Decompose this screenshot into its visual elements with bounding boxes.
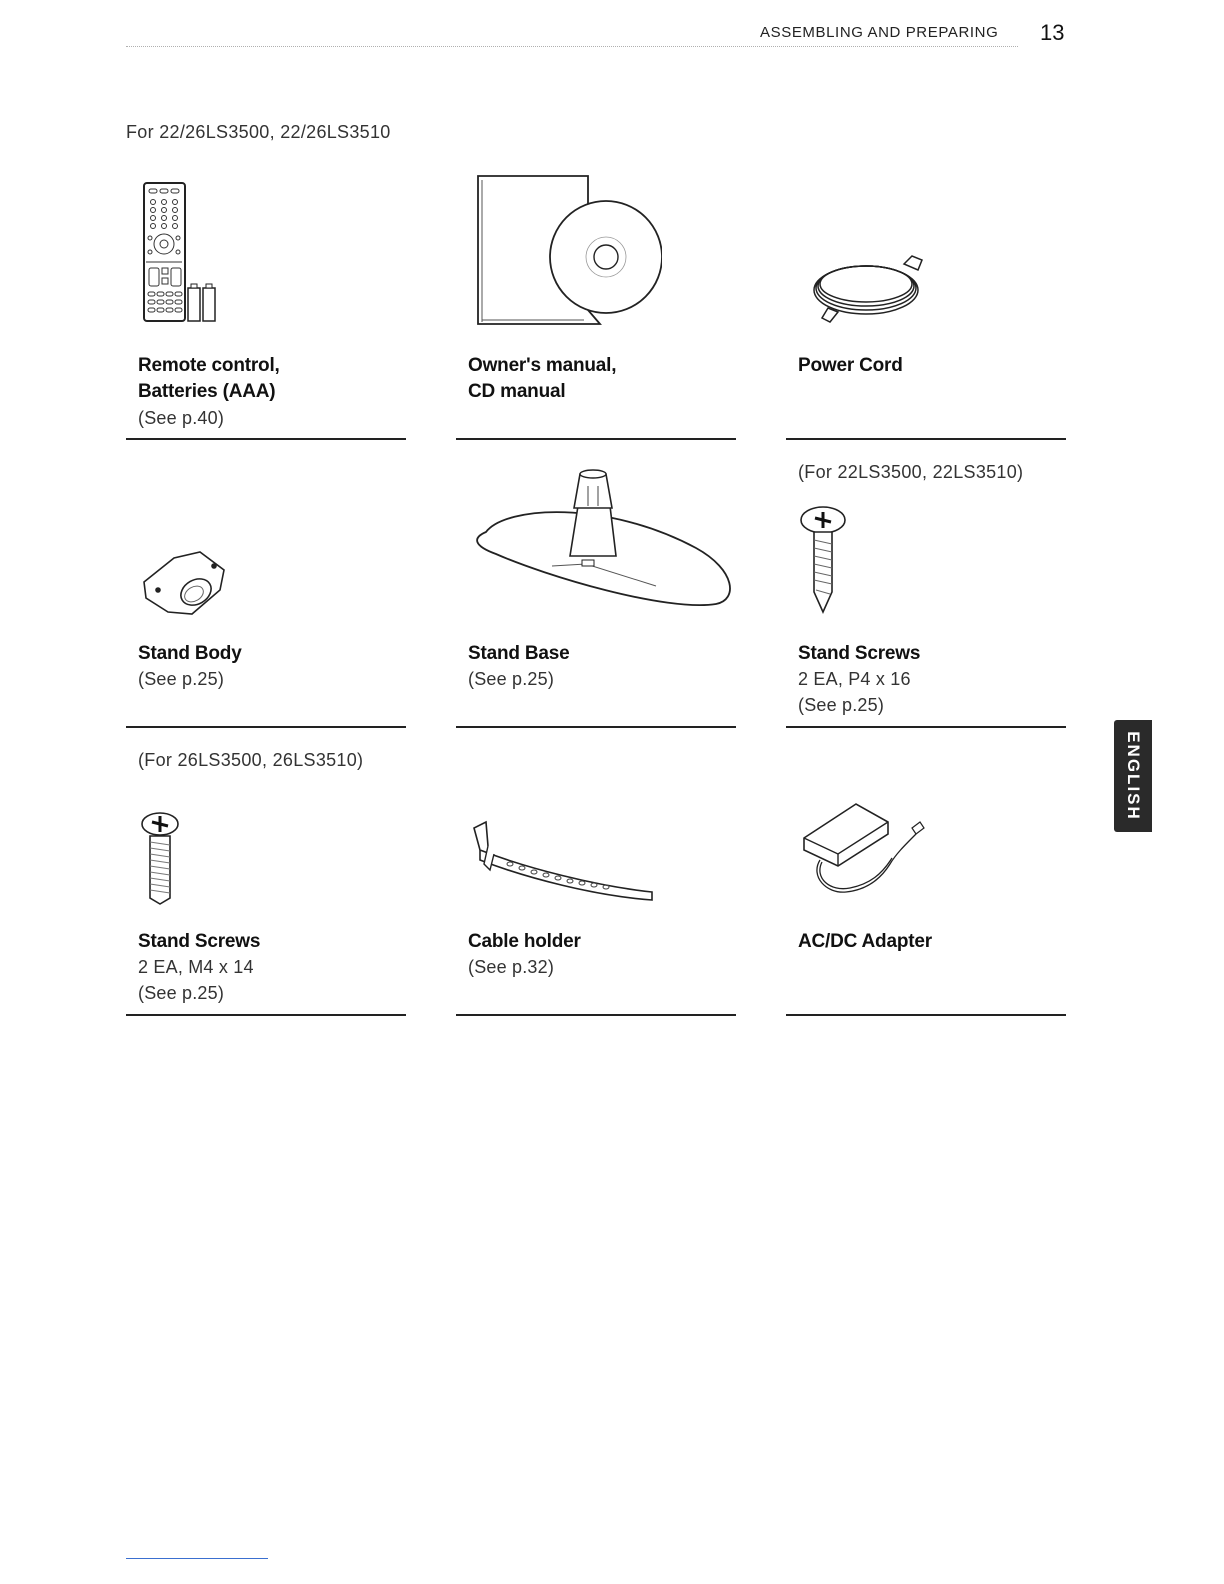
item-label: Remote control, [138,355,280,376]
language-tab [1114,720,1152,832]
item-label: Owner's manual, [468,355,617,376]
item-cable-holder [456,730,736,1020]
item-power-cord [786,170,1066,442]
power-cord-icon [808,242,948,332]
item-label: Stand Base [468,643,570,664]
item-note: (See p.25) [468,669,555,689]
item-label-line2: CD manual [468,381,566,402]
item-label: Power Cord [798,355,903,376]
stand-base-icon [466,466,738,616]
stand-body-icon [138,546,238,626]
model-subheading: (For 26LS3500, 26LS3510) [138,750,364,770]
item-label-line2: Batteries (AAA) [138,381,276,402]
item-label: Cable holder [468,931,581,952]
item-divider [126,1014,406,1016]
item-label: AC/DC Adapter [798,931,932,952]
item-ac-dc-adapter [786,730,1066,1020]
item-note-line2: (See p.25) [798,695,885,715]
item-stand-body [126,442,406,730]
screw-icon [798,504,848,616]
item-stand-base [456,442,736,730]
item-note: (See p.40) [138,408,225,428]
page-number: 13 [1040,20,1065,45]
language-tab-label: ENGLISH [1124,731,1143,821]
item-remote-control [126,170,406,442]
ac-dc-adapter-icon [800,800,930,906]
item-divider [456,726,736,728]
item-stand-screws-m4 [126,730,406,1020]
item-divider [456,438,736,440]
cable-holder-icon [466,818,666,908]
item-label: Stand Screws [138,931,261,952]
item-note: (See p.32) [468,957,555,977]
item-divider [126,726,406,728]
item-stand-screws-p4 [786,442,1066,730]
header-rule [126,46,1018,47]
item-note: 2 EA, M4 x 14 [138,957,254,977]
model-subheading: (For 22LS3500, 22LS3510) [798,462,1024,482]
item-label: Stand Screws [798,643,921,664]
item-note-line2: (See p.25) [138,983,225,1003]
item-divider [456,1014,736,1016]
item-owners-manual [456,170,736,442]
model-intro: For 22/26LS3500, 22/26LS3510 [126,122,391,142]
item-divider [786,438,1066,440]
bolt-icon [138,810,188,906]
item-divider [126,438,406,440]
manual-cd-icon [472,172,662,328]
item-note: (See p.25) [138,669,225,689]
remote-control-icon [142,180,222,325]
footer-rule [126,1558,268,1559]
section-title: ASSEMBLING AND PREPARING [760,24,999,41]
item-divider [786,1014,1066,1016]
item-divider [786,726,1066,728]
item-note: 2 EA, P4 x 16 [798,669,911,689]
item-label: Stand Body [138,643,242,664]
